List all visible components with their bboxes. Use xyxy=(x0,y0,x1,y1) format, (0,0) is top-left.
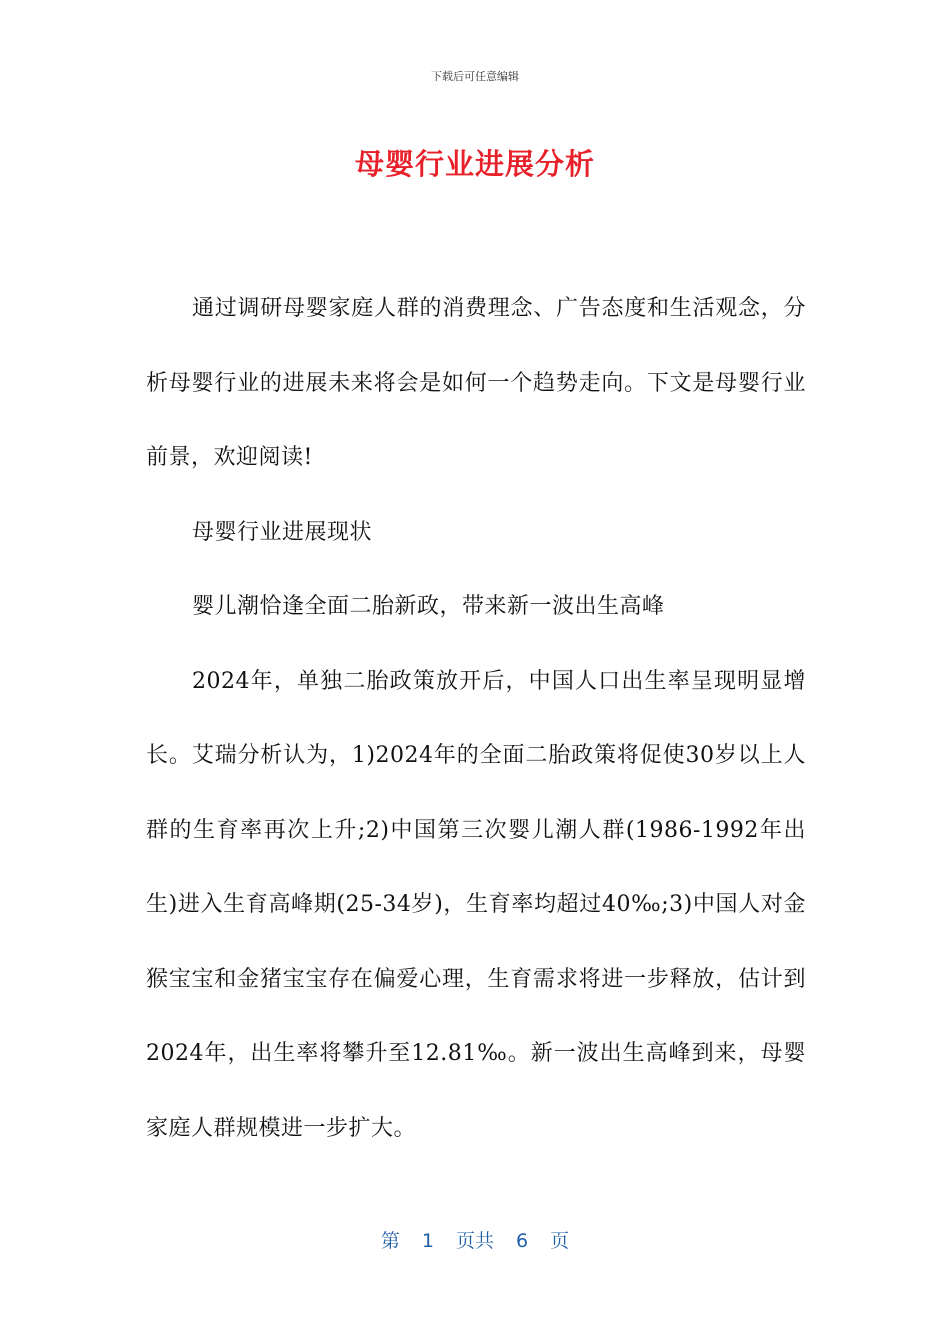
footer-suffix: 页 xyxy=(550,1230,570,1252)
footer-prefix: 第 xyxy=(380,1230,400,1252)
header-note: 下载后可任意编辑 xyxy=(431,70,519,83)
section-heading: 母婴行业进展现状 xyxy=(192,519,373,545)
subsection-heading: 婴儿潮恰逢全面二胎新政，带来新一波出生高峰 xyxy=(192,594,665,619)
paragraph-birth-rate: 2024年，单独二胎政策放开后，中国人口出生率呈现明显增长。艾瑞分析认为，1)2024年的全面二胎政策将促使30岁以上人群的生育率再次上升;2)中国第三次婴儿潮人群(1986-1992年出生)进入生育高峰期(25-34岁)，生育率均超过40‰;3)中国人对金猴宝宝和金猪宝宝存在偏爱心理，生育需求将进一步释放，估计到2024年，出生率将攀升至12.81‰。新一波出生高峰到来，母婴家庭人群规模进一步扩大。 xyxy=(146,668,806,1141)
page-footer xyxy=(0,1226,950,1253)
document-body xyxy=(146,272,806,1166)
footer-current-page: 1 xyxy=(421,1230,434,1252)
document-title: 母婴行业进展分析 xyxy=(354,147,595,181)
footer-middle: 页共 xyxy=(455,1230,494,1252)
footer-total-pages: 6 xyxy=(516,1230,529,1252)
paragraph-intro: 通过调研母婴家庭人群的消费理念、广告态度和生活观念，分析母婴行业的进展未来将会是如何一个趋势走向。下文是母婴行业前景，欢迎阅读! xyxy=(146,296,806,470)
